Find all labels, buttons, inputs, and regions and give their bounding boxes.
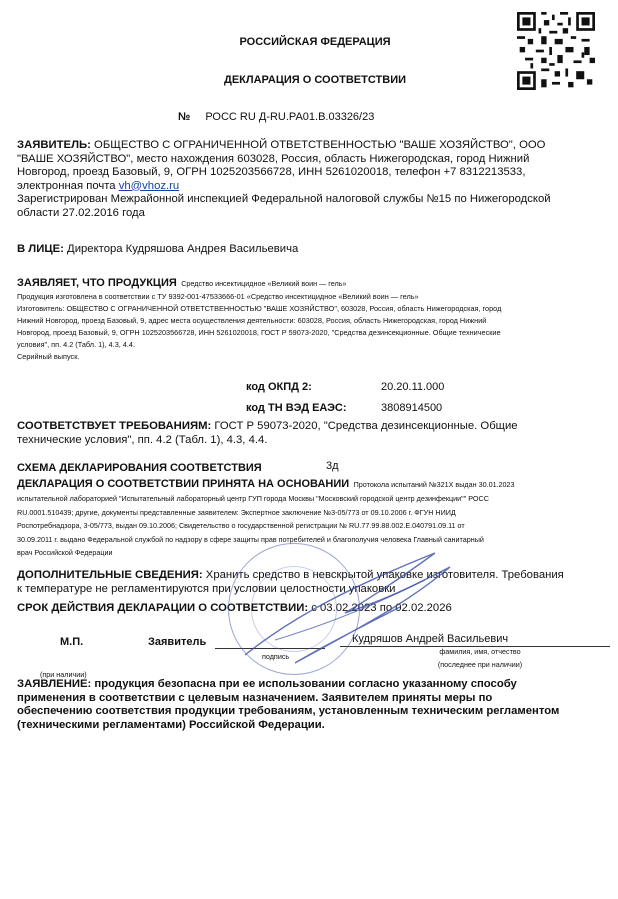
person-row	[17, 243, 298, 255]
product-line-5: условия", пп. 4.2 (Табл. 1), 4.3, 4.4.	[17, 340, 135, 349]
tnved-value: 3808914500	[381, 402, 443, 414]
statement-text-1: ЗАЯВЛЕНИЕ: продукция безопасна при ее использовании согласно указанному способу	[17, 678, 517, 690]
email-link[interactable]: vh@vhoz.ru	[118, 179, 180, 192]
applicant-text-2: "ВАШЕ ХОЗЯЙСТВО", место нахождения 603028, Россия, область Нижегородская, город Нижний	[17, 152, 530, 165]
qr-code-graphic	[517, 12, 595, 90]
basis-line-4: Роспотребнадзора, 3-05/773, выдан 09.10.2006; Свидетельство о государственной регистрации № RU.77.99.88.002.Е.040791.09.11 от	[17, 521, 465, 530]
caption-name-1: фамилия, имя, отчество	[439, 647, 521, 656]
handwritten-signature	[235, 545, 465, 675]
additional-text-1: Хранить средство в невскрытой упаковке изготовителя. Требования	[205, 569, 564, 581]
statement-text-3: обеспечению соответствия продукции требованиям, установленным техническим регламентом	[17, 705, 560, 717]
requirements-block	[17, 420, 607, 447]
statement-text-4: (техническими регламентами) Российской Федерации.	[17, 718, 325, 731]
basis-inline: Протокола испытаний №321Х выдан 30.01.2023	[353, 480, 515, 489]
caption-mp: (при наличии)	[40, 670, 87, 679]
validity-text: с 03.02.2023 по 02.02.2026	[311, 602, 452, 614]
validity-label: СРОК ДЕЙСТВИЯ ДЕКЛАРАЦИИ О СООТВЕТСТВИИ:	[17, 602, 309, 614]
person-label: В ЛИЦЕ:	[17, 243, 64, 255]
number-label: №	[178, 111, 191, 123]
applicant-label: ЗАЯВИТЕЛЬ:	[17, 139, 91, 151]
applicant-block	[17, 139, 597, 220]
requirements-text-2: технические условия", пп. 4.2 (Табл. 1), 4.3, 4.4.	[17, 433, 268, 446]
applicant-sign-label: Заявитель	[148, 636, 207, 648]
caption-name-2: (последнее при наличии)	[437, 660, 523, 669]
document-title: ДЕКЛАРАЦИЯ О СООТВЕТСТВИИ	[223, 74, 407, 86]
mp-label: М.П.	[60, 636, 84, 648]
requirements-label: СООТВЕТСТВУЕТ ТРЕБОВАНИЯМ:	[17, 420, 212, 432]
qr-code-icon	[517, 12, 595, 90]
product-block	[17, 273, 607, 363]
statement-block	[17, 678, 612, 732]
product-line-3: Нижний Новгород, проезд Базовый, 9, адрес места осуществления деятельности: 603028, Россия, область Нижегородская, город Нижний	[17, 316, 487, 325]
tnved-label: код ТН ВЭД ЕАЭС:	[246, 402, 347, 414]
okpd-label: код ОКПД 2:	[246, 381, 312, 393]
basis-label: ДЕКЛАРАЦИЯ О СООТВЕТСТВИИ ПРИНЯТА НА ОСНОВАНИИ	[17, 478, 350, 490]
applicant-text-6: области 27.02.2016 года	[17, 206, 145, 219]
statement-text-2: применения в соответствии с целевым назначением. Заявителем приняты меры по	[17, 691, 493, 704]
product-label: ЗАЯВЛЯЕТ, ЧТО ПРОДУКЦИЯ	[17, 277, 177, 289]
basis-line-2: испытательной лабораторией "Испытательный лабораторный центр ГУП города Москвы "Московский городской центр дезинфекции"" РОСС	[17, 494, 489, 503]
basis-line-3: RU.0001.510439; другие, документы представленные заявителем: Экспертное заключение №3-05/773 от 09.10.2006 г. ФГУН НИИД	[17, 507, 456, 517]
product-line-2: Изготовитель: ОБЩЕСТВО С ОГРАНИЧЕННОЙ ОТВЕТСТВЕННОСТЬЮ "ВАШЕ ХОЗЯЙСТВО", 603028, Россия, область Нижегородская, город	[17, 304, 502, 313]
product-line-4: Новгород, проезд Базовый, 9, ОГРН 1025203566728, ИНН 5261020018, ГОСТ Р 59073-2020, "Средства дезинсекционные. Общие технические	[17, 328, 501, 337]
okpd-value: 20.20.11.000	[381, 381, 445, 393]
applicant-text-1: ОБЩЕСТВО С ОГРАНИЧЕННОЙ ОТВЕТСТВЕННОСТЬЮ "ВАШЕ ХОЗЯЙСТВО", ООО	[94, 139, 546, 151]
additional-text-2: к температуре не регламентируются при условии целостности упаковки	[17, 582, 396, 595]
basis-line-6: врач Российской Федерации	[17, 548, 113, 557]
declaration-number: РОСС RU Д-RU.PA01.B.03326/23	[205, 111, 375, 123]
person-text: Директора Кудряшова Андрея Васильевича	[67, 243, 299, 255]
product-line-1: Продукция изготовлена в соответствии с ТУ 9392-001-47533666-01 «Средство инсектицидное «Великий воин — гель»	[17, 292, 419, 301]
applicant-text-5: Зарегистрирован Межрайонной инспекцией Федеральной налоговой службы №15 по Нижегородской	[17, 193, 551, 205]
scheme-value: 3д	[326, 460, 339, 472]
requirements-text-1: ГОСТ Р 59073-2020, "Средства дезинсекционные. Общие	[214, 420, 518, 432]
email-label: электронная почта	[17, 179, 116, 192]
scheme-label: СХЕМА ДЕКЛАРИРОВАНИЯ СООТВЕТСТВИЯ	[17, 462, 262, 474]
country-name: РОССИЙСКАЯ ФЕДЕРАЦИЯ	[239, 36, 391, 48]
product-name: Средство инсектицидное «Великий воин — гель»	[181, 279, 347, 288]
product-line-6: Серийный выпуск.	[17, 352, 80, 361]
applicant-text-3: Новгород, проезд Базовый, 9, ОГРН 1025203566728, ИНН 5261020018, телефон +7 8312213533,	[17, 166, 526, 178]
signer-name: Кудряшов Андрей Васильевич	[352, 633, 509, 645]
caption-sign: подпись	[262, 652, 290, 661]
basis-line-5: 30.09.2011 г. выдано Федеральной службой по надзору в сфере защиты прав потребителей и благополучия человека Главный санитарный	[17, 534, 484, 544]
number-row	[178, 111, 374, 123]
additional-label: ДОПОЛНИТЕЛЬНЫЕ СВЕДЕНИЯ:	[17, 569, 203, 581]
